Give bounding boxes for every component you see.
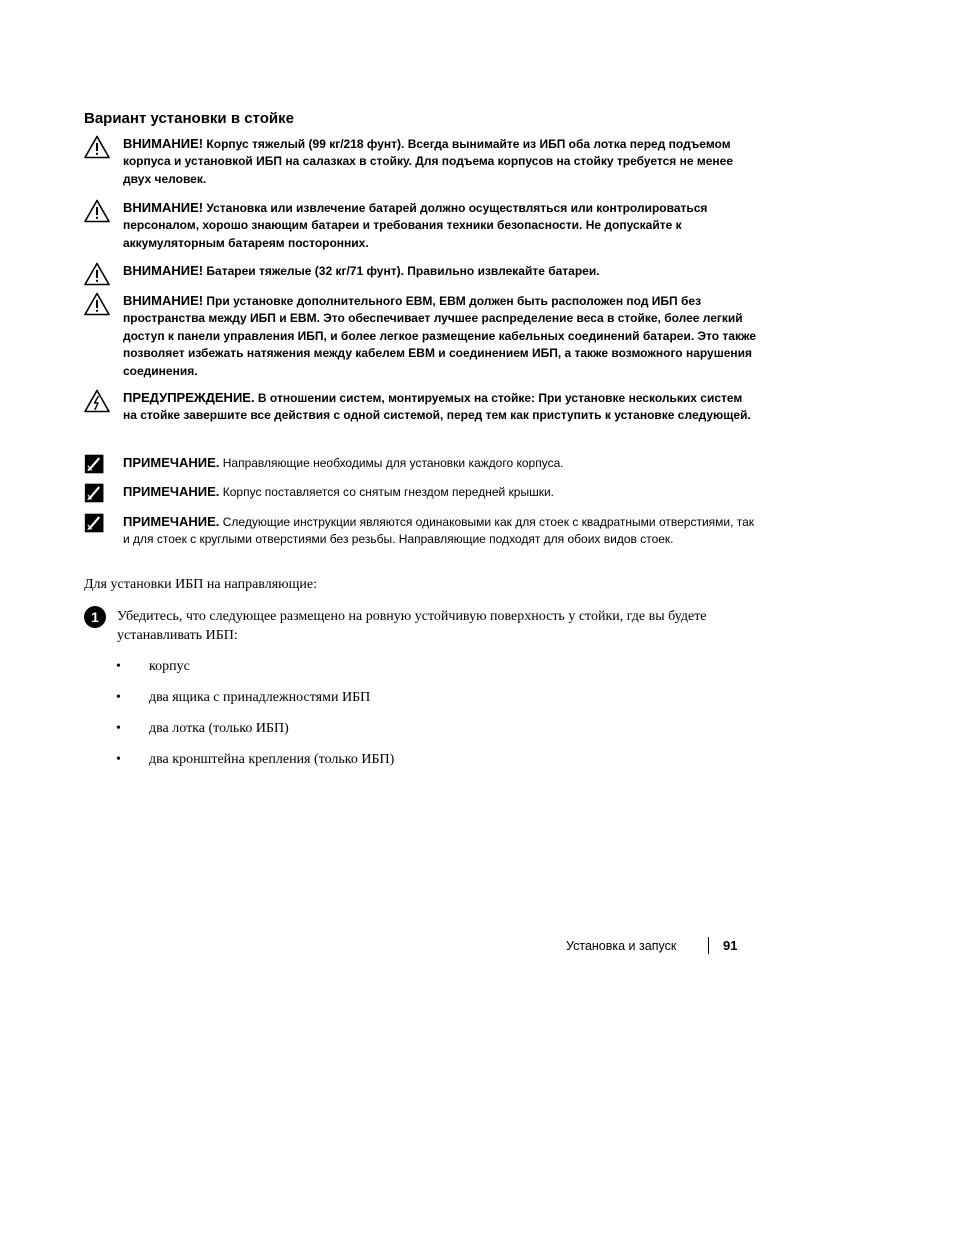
warning-triangle-icon <box>84 135 110 159</box>
list-item-text: два кронштейна крепления (только ИБП) <box>149 752 395 767</box>
warning-notice-4 <box>84 292 764 380</box>
bullet-marker: • <box>116 721 121 736</box>
notice-label: ПРЕДУПРЕЖДЕНИЕ. <box>123 390 255 405</box>
notice-label: ПРИМЕЧАНИЕ. <box>123 455 220 470</box>
warning-notice-3 <box>84 262 764 286</box>
warning-triangle-icon <box>84 199 110 223</box>
notice-label: ВНИМАНИЕ! <box>123 200 204 215</box>
note-2 <box>84 482 764 504</box>
note-pencil-icon <box>84 453 106 475</box>
notice-body: При установке дополнительного EBM, EBM должен быть расположен под ИБП без пространства между ИБП и EBM. Это обеспечивает лучшее распределение веса в стойке, более легкий доступ к панели управления ИБП, и более легкое размещение кабельных соединений батареи. Это также позволяет избежать натяжения между кабелем EBM и соединением ИБП, а также возможного нарушения соединения. <box>123 294 757 378</box>
notice-label: ВНИМАНИЕ! <box>123 293 204 308</box>
warning-text-3 <box>123 262 759 280</box>
notice-label: ВНИМАНИЕ! <box>123 136 204 151</box>
list-item-text: корпус <box>149 659 190 674</box>
step-text: Убедитесь, что следующее размещено на ровную устойчивую поверхность у стойки, где вы будете устанавливать ИБП: <box>117 609 707 643</box>
warning-triangle-icon <box>84 262 110 286</box>
notice-body: Направляющие необходимы для установки каждого корпуса. <box>222 456 564 470</box>
notice-body: Установка или извлечение батарей должно осуществляться или контролироваться персоналом, хорошо знающим батареи и требования техники безопасности. Не допускайте к аккумуляторным батареям посторонних. <box>123 201 708 250</box>
notice-body: Корпус поставляется со снятым гнездом передней крышки. <box>222 485 555 499</box>
notice-body: В отношении систем, монтируемых на стойке: При установке нескольких систем на стойке завершите все действия с одной системой, перед тем как приступить к установке следующей. <box>123 391 751 423</box>
note-text-2 <box>123 483 759 501</box>
notice-body: Следующие инструкции являются одинаковыми как для стоек с квадратными отверстиями, так и для стоек с круглыми отверстиями без резьбы. Направляющие подходят для обоих видов стоек. <box>123 515 755 547</box>
footer-section-title: Установка и запуск <box>566 939 677 953</box>
note-3 <box>84 512 764 566</box>
note-pencil-icon <box>84 512 106 534</box>
page-number: 91 <box>723 938 738 953</box>
notice-label: ПРИМЕЧАНИЕ. <box>123 484 220 499</box>
list-item-text: два ящика с принадлежностями ИБП <box>149 690 371 705</box>
warning-text-2 <box>123 199 759 252</box>
note-pencil-icon <box>84 482 106 504</box>
warning-notice-1 <box>84 135 764 189</box>
caution-text <box>123 389 759 425</box>
notice-body: Корпус тяжелый (99 кг/218 фунт). Всегда вынимайте из ИБП оба лотка перед подъемом корпуса и установкой ИБП на салазках в стойку. Для подъема корпусов на стойку требуется не менее двух человек. <box>123 137 734 186</box>
step-number: 1 <box>84 606 106 628</box>
bullet-marker: • <box>116 659 121 674</box>
note-1 <box>84 453 764 475</box>
intro-text: Для установки ИБП на направляющие: <box>84 577 317 592</box>
bullet-marker: • <box>116 752 121 767</box>
note-text-3 <box>123 513 759 549</box>
electrical-hazard-icon <box>84 389 110 413</box>
notice-label: ВНИМАНИЕ! <box>123 263 204 278</box>
note-text-1 <box>123 454 759 472</box>
list-item-text: два лотка (только ИБП) <box>149 721 289 736</box>
bullet-marker: • <box>116 690 121 705</box>
notice-label: ПРИМЕЧАНИЕ. <box>123 514 220 529</box>
warning-notice-2 <box>84 199 764 253</box>
section-heading: Вариант установки в стойке <box>84 110 294 127</box>
warning-text-1 <box>123 135 759 188</box>
caution-notice <box>84 389 764 443</box>
footer-divider <box>708 937 709 954</box>
warning-text-4 <box>123 292 759 380</box>
notice-body: Батареи тяжелые (32 кг/71 фунт). Правильно извлекайте батареи. <box>206 264 600 278</box>
warning-triangle-icon <box>84 292 110 316</box>
